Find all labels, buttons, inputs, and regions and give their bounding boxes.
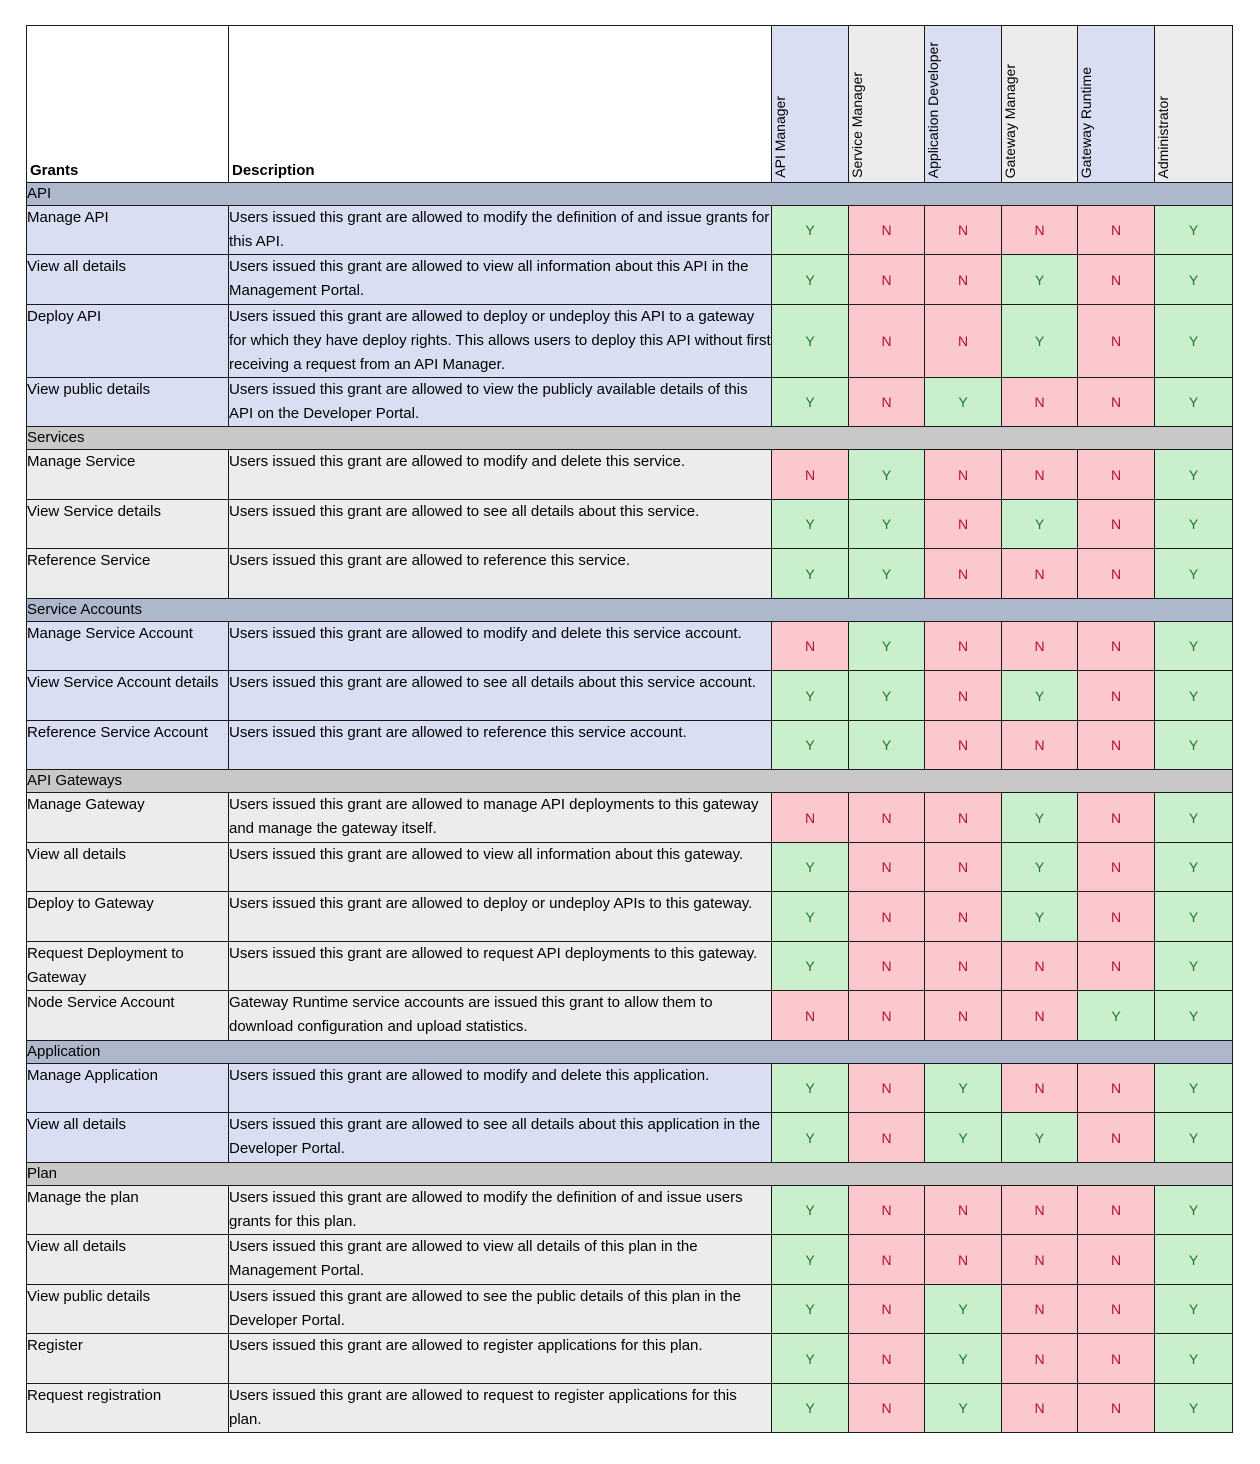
permission-cell: N [849, 1334, 925, 1384]
permission-cell: N [1078, 1334, 1155, 1384]
grant-description: Users issued this grant are allowed to view all details of this plan in the Management Portal. [229, 1235, 772, 1285]
grant-description: Users issued this grant are allowed to see all details about this service account. [229, 671, 772, 721]
table-row [27, 793, 1233, 843]
permission-cell: Y [1155, 892, 1233, 942]
permission-cell: N [849, 1186, 925, 1235]
permission-cell: N [849, 1113, 925, 1163]
grant-description: Users issued this grant are allowed to reference this service. [229, 549, 772, 599]
grant-description: Users issued this grant are allowed to modify and delete this service. [229, 450, 772, 500]
grants-header: Grants [27, 26, 229, 183]
permission-cell: N [925, 671, 1002, 721]
grant-description: Users issued this grant are allowed to modify the definition of and issue grants for this API. [229, 206, 772, 255]
permission-cell: Y [1002, 1113, 1078, 1163]
permission-cell: N [849, 892, 925, 942]
permission-cell: Y [772, 1235, 849, 1285]
permission-cell: Y [772, 721, 849, 770]
permission-cell: N [1078, 843, 1155, 892]
grant-description: Users issued this grant are allowed to view all information about this API in the Management Portal. [229, 255, 772, 305]
permission-cell: N [1078, 500, 1155, 549]
permission-cell: N [1002, 1235, 1078, 1285]
permission-cell: Y [1002, 892, 1078, 942]
permission-cell: Y [772, 942, 849, 991]
permission-cell: Y [849, 450, 925, 500]
permission-cell: N [1078, 622, 1155, 671]
permission-cell: N [1002, 206, 1078, 255]
permission-cell: N [925, 843, 1002, 892]
table-row [27, 500, 1233, 549]
permission-cell: N [772, 622, 849, 671]
grant-description: Users issued this grant are allowed to see all details about this application in the Developer Portal. [229, 1113, 772, 1163]
permission-cell: Y [849, 622, 925, 671]
permissions-table [26, 25, 1233, 1433]
table-row [27, 450, 1233, 500]
table-row [27, 721, 1233, 770]
grant-name: View Service Account details [27, 671, 229, 721]
table-body [27, 183, 1233, 1433]
grant-name: Register [27, 1334, 229, 1384]
section-title: API Gateways [27, 770, 1233, 793]
grant-description: Users issued this grant are allowed to view the publicly available details of this API on the Developer Portal. [229, 378, 772, 427]
header-row [27, 26, 1233, 183]
description-header: Description [229, 26, 772, 183]
permission-cell: Y [772, 378, 849, 427]
grant-description: Users issued this grant are allowed to deploy or undeploy this API to a gateway for which they have deploy rights. This allows users to deploy this API without first receiving a request from an API Manager. [229, 305, 772, 378]
permission-cell: Y [772, 671, 849, 721]
grant-name: View all details [27, 843, 229, 892]
grant-name: View public details [27, 378, 229, 427]
permission-cell: Y [1002, 671, 1078, 721]
permission-cell: N [1078, 305, 1155, 378]
grant-name: View all details [27, 255, 229, 305]
permission-cell: Y [1002, 255, 1078, 305]
permission-cell: N [925, 500, 1002, 549]
section-title: Service Accounts [27, 599, 1233, 622]
permission-cell: N [772, 991, 849, 1041]
permission-cell: N [925, 1235, 1002, 1285]
table-row [27, 1334, 1233, 1384]
grant-name: Reference Service [27, 549, 229, 599]
permission-cell: Y [925, 1064, 1002, 1113]
permission-cell: N [772, 450, 849, 500]
permission-cell: N [772, 793, 849, 843]
permission-cell: N [1002, 942, 1078, 991]
permission-cell: N [925, 991, 1002, 1041]
permission-cell: N [1078, 793, 1155, 843]
section-title: Plan [27, 1163, 1233, 1186]
grant-description: Users issued this grant are allowed to view all information about this gateway. [229, 843, 772, 892]
permission-cell: Y [1078, 991, 1155, 1041]
grant-name: Manage the plan [27, 1186, 229, 1235]
section-title: Services [27, 427, 1233, 450]
permission-cell: Y [1155, 1113, 1233, 1163]
permission-cell: Y [772, 1384, 849, 1433]
permission-cell: Y [925, 1285, 1002, 1334]
table-row [27, 549, 1233, 599]
grant-description: Users issued this grant are allowed to see the public details of this plan in the Developer Portal. [229, 1285, 772, 1334]
grant-description: Users issued this grant are allowed to deploy or undeploy APIs to this gateway. [229, 892, 772, 942]
permission-cell: Y [1155, 1235, 1233, 1285]
role-header-gateway-runtime [1078, 26, 1155, 183]
role-header-administrator [1155, 26, 1233, 183]
permission-cell: N [849, 305, 925, 378]
permission-cell: N [1002, 450, 1078, 500]
permission-cell: Y [1155, 1334, 1233, 1384]
section-header-row [27, 1163, 1233, 1186]
table-row [27, 255, 1233, 305]
permission-cell: N [1002, 1285, 1078, 1334]
table-row [27, 622, 1233, 671]
permission-cell: Y [1155, 500, 1233, 549]
permission-cell: Y [849, 721, 925, 770]
role-header-service-manager [849, 26, 925, 183]
permission-cell: Y [772, 1064, 849, 1113]
permission-cell: N [849, 1285, 925, 1334]
permission-cell: Y [1002, 305, 1078, 378]
permission-cell: N [1002, 1384, 1078, 1433]
permission-cell: N [849, 843, 925, 892]
permission-cell: N [1078, 1064, 1155, 1113]
section-header-row [27, 183, 1233, 206]
permission-cell: Y [849, 671, 925, 721]
permission-cell: Y [925, 378, 1002, 427]
permission-cell: N [925, 450, 1002, 500]
section-title: API [27, 183, 1233, 206]
permission-cell: N [1002, 1334, 1078, 1384]
grant-description: Users issued this grant are allowed to modify and delete this application. [229, 1064, 772, 1113]
table-row [27, 1186, 1233, 1235]
grant-description: Users issued this grant are allowed to register applications for this plan. [229, 1334, 772, 1384]
permission-cell: Y [925, 1334, 1002, 1384]
section-header-row [27, 770, 1233, 793]
permission-cell: Y [1155, 1285, 1233, 1334]
permission-cell: Y [1155, 549, 1233, 599]
grant-name: Node Service Account [27, 991, 229, 1041]
permission-cell: N [925, 255, 1002, 305]
permission-cell: N [925, 549, 1002, 599]
grant-name: Reference Service Account [27, 721, 229, 770]
permission-cell: N [1078, 942, 1155, 991]
role-label: Gateway Manager [1002, 63, 1018, 178]
grant-name: Manage API [27, 206, 229, 255]
grant-description: Users issued this grant are allowed to modify and delete this service account. [229, 622, 772, 671]
permission-cell: N [849, 378, 925, 427]
grant-description: Users issued this grant are allowed to request to register applications for this plan. [229, 1384, 772, 1433]
permission-cell: Y [772, 892, 849, 942]
permission-cell: N [1078, 721, 1155, 770]
permission-cell: N [925, 942, 1002, 991]
role-label: Service Manager [849, 72, 865, 178]
permission-cell: Y [1155, 378, 1233, 427]
section-header-row [27, 1041, 1233, 1064]
grant-name: Request Deployment to Gateway [27, 942, 229, 991]
permission-cell: Y [1155, 991, 1233, 1041]
permission-cell: Y [1155, 942, 1233, 991]
permission-cell: N [1078, 1113, 1155, 1163]
permission-cell: N [1002, 1186, 1078, 1235]
permission-cell: N [925, 793, 1002, 843]
permission-cell: Y [1155, 1186, 1233, 1235]
role-label: Administrator [1155, 95, 1171, 178]
table-row [27, 206, 1233, 255]
permission-cell: N [1002, 622, 1078, 671]
permission-cell: N [849, 1235, 925, 1285]
permission-cell: Y [1155, 793, 1233, 843]
grant-name: Manage Service [27, 450, 229, 500]
permission-cell: Y [925, 1113, 1002, 1163]
permission-cell: Y [849, 549, 925, 599]
permission-cell: Y [1155, 450, 1233, 500]
permission-cell: N [849, 1384, 925, 1433]
permission-cell: Y [1155, 1064, 1233, 1113]
role-header-application-developer [925, 26, 1002, 183]
grant-name: View all details [27, 1113, 229, 1163]
permission-cell: N [925, 1186, 1002, 1235]
permission-cell: Y [772, 843, 849, 892]
grant-name: Manage Service Account [27, 622, 229, 671]
permission-cell: N [849, 991, 925, 1041]
permission-cell: Y [772, 1186, 849, 1235]
permission-cell: N [1078, 892, 1155, 942]
table-row [27, 892, 1233, 942]
permission-cell: Y [772, 549, 849, 599]
grant-description: Gateway Runtime service accounts are issued this grant to allow them to download configuration and upload statistics. [229, 991, 772, 1041]
table-row [27, 1384, 1233, 1433]
grant-name: Manage Application [27, 1064, 229, 1113]
grant-description: Users issued this grant are allowed to see all details about this service. [229, 500, 772, 549]
table-row [27, 1064, 1233, 1113]
table-row [27, 843, 1233, 892]
permission-cell: Y [1155, 721, 1233, 770]
permission-cell: Y [1002, 793, 1078, 843]
table-row [27, 942, 1233, 991]
table-row [27, 671, 1233, 721]
table-row [27, 1113, 1233, 1163]
table-row [27, 991, 1233, 1041]
table-row [27, 1235, 1233, 1285]
permission-cell: N [1002, 1064, 1078, 1113]
role-label: Gateway Runtime [1078, 66, 1094, 178]
role-label: Application Developer [925, 41, 941, 178]
grant-description: Users issued this grant are allowed to manage API deployments to this gateway and manage the gateway itself. [229, 793, 772, 843]
permission-cell: N [849, 1064, 925, 1113]
grant-name: View public details [27, 1285, 229, 1334]
table-row [27, 305, 1233, 378]
permission-cell: Y [1155, 671, 1233, 721]
table-row [27, 1285, 1233, 1334]
grant-name: View all details [27, 1235, 229, 1285]
permission-cell: Y [772, 255, 849, 305]
section-title: Application [27, 1041, 1233, 1064]
permission-cell: N [849, 206, 925, 255]
permission-cell: N [925, 206, 1002, 255]
grant-name: Deploy to Gateway [27, 892, 229, 942]
permission-cell: Y [772, 1334, 849, 1384]
permission-cell: N [925, 305, 1002, 378]
permission-cell: N [849, 255, 925, 305]
grant-description: Users issued this grant are allowed to modify the definition of and issue users grants for this plan. [229, 1186, 772, 1235]
permission-cell: N [1078, 378, 1155, 427]
permission-cell: N [1002, 378, 1078, 427]
grant-name: Request registration [27, 1384, 229, 1433]
role-header-api-manager [772, 26, 849, 183]
permission-cell: Y [1155, 255, 1233, 305]
role-header-gateway-manager [1002, 26, 1078, 183]
grant-name: Manage Gateway [27, 793, 229, 843]
permission-cell: N [1078, 1384, 1155, 1433]
permission-cell: N [1078, 450, 1155, 500]
permission-cell: Y [849, 500, 925, 549]
permission-cell: N [925, 622, 1002, 671]
permission-cell: N [1078, 1235, 1155, 1285]
permission-cell: N [925, 721, 1002, 770]
permission-cell: N [849, 942, 925, 991]
permission-cell: Y [1002, 500, 1078, 549]
permission-cell: Y [1155, 843, 1233, 892]
grant-description: Users issued this grant are allowed to reference this service account. [229, 721, 772, 770]
permission-cell: N [925, 892, 1002, 942]
permission-cell: Y [772, 1285, 849, 1334]
permission-cell: Y [772, 206, 849, 255]
permission-cell: Y [925, 1384, 1002, 1433]
permission-cell: Y [1155, 622, 1233, 671]
permission-cell: N [1078, 671, 1155, 721]
permission-cell: N [1078, 1285, 1155, 1334]
table-row [27, 378, 1233, 427]
permission-cell: N [1002, 549, 1078, 599]
grant-name: Deploy API [27, 305, 229, 378]
permission-cell: Y [772, 500, 849, 549]
permission-cell: Y [1002, 843, 1078, 892]
permission-cell: N [1002, 721, 1078, 770]
permission-cell: Y [772, 1113, 849, 1163]
permission-cell: Y [1155, 206, 1233, 255]
permission-cell: Y [1155, 1384, 1233, 1433]
permission-cell: N [1078, 206, 1155, 255]
grant-description: Users issued this grant are allowed to request API deployments to this gateway. [229, 942, 772, 991]
permission-cell: N [1078, 1186, 1155, 1235]
section-header-row [27, 599, 1233, 622]
grant-name: View Service details [27, 500, 229, 549]
permission-cell: Y [1155, 305, 1233, 378]
permission-cell: N [1002, 991, 1078, 1041]
permission-cell: N [1078, 255, 1155, 305]
permission-cell: N [849, 793, 925, 843]
permission-cell: Y [772, 305, 849, 378]
permission-cell: N [1078, 549, 1155, 599]
section-header-row [27, 427, 1233, 450]
role-label: API Manager [772, 96, 788, 178]
